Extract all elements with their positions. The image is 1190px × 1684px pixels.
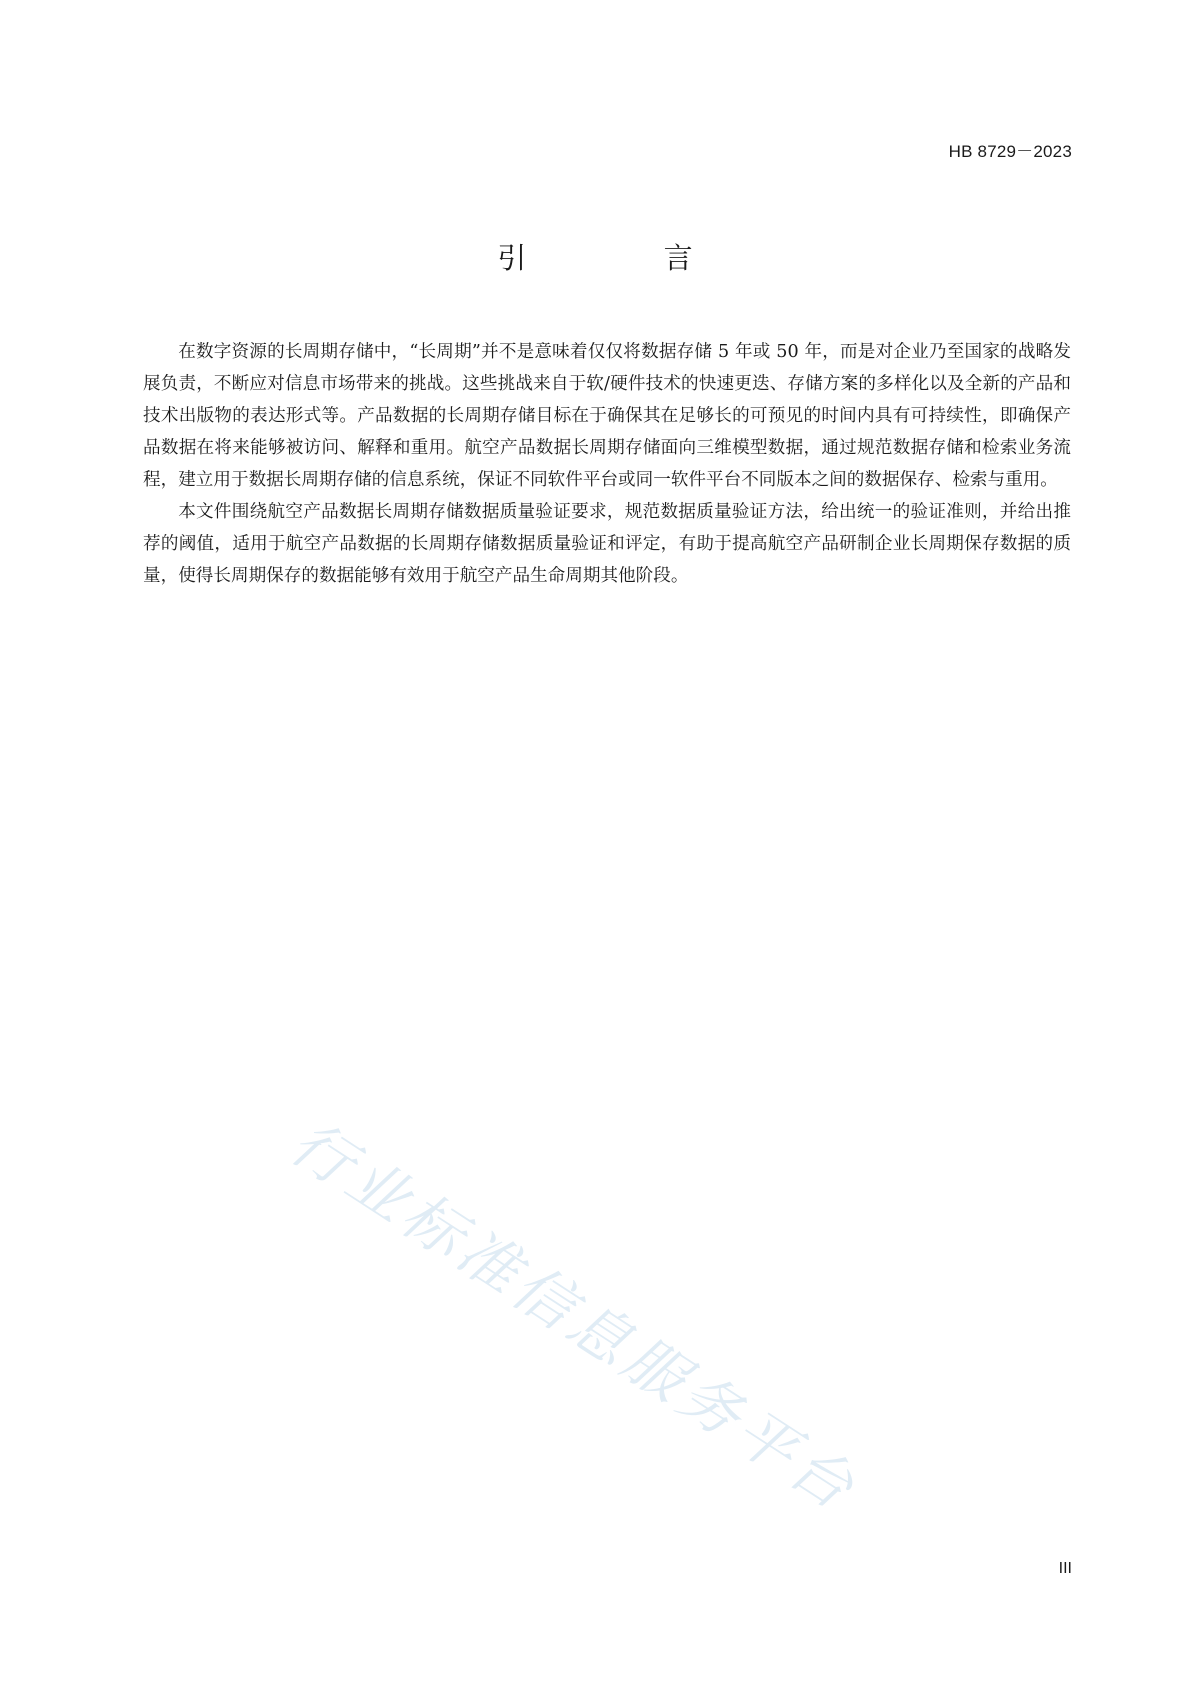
paragraph: 本文件围绕航空产品数据长周期存储数据质量验证要求，规范数据质量验证方法，给出统一的验证准则，并给出推荐的阈值，适用于航空产品数据的长周期存储数据质量验证和评定，有助于提高航空产品研制企业长周期保存数据的质量，使得长周期保存的数据能够有效用于航空产品生命周期其他阶段。 <box>143 502 1071 586</box>
standard-code: HB 8729－2023 <box>948 142 1072 161</box>
section-title: 引 言 <box>497 241 757 275</box>
body-text <box>143 336 1071 592</box>
paragraph: 在数字资源的长周期存储中，“长周期”并不是意味着仅仅将数据存储 5 年或 50 年，而是对企业乃至国家的战略发展负责，不断应对信息市场带来的挑战。这些挑战来自于软/硬件技术的快速更迭、存储方案的多样化以及全新的产品和技术出版物的表达形式等。产品数据的长周期存储目标在于确保其在足够长的可预见的时间内具有可持续性，即确保产品数据在将来能够被访问、解释和重用。航空产品数据长周期存储面向三维模型数据，通过规范数据存储和检索业务流程，建立用于数据长周期存储的信息系统，保证不同软件平台或同一软件平台不同版本之间的数据保存、检索与重用。 <box>143 342 1071 490</box>
watermark: 行业标准信息服务平台 <box>278 1107 870 1527</box>
page-number: III <box>1058 1560 1072 1577</box>
